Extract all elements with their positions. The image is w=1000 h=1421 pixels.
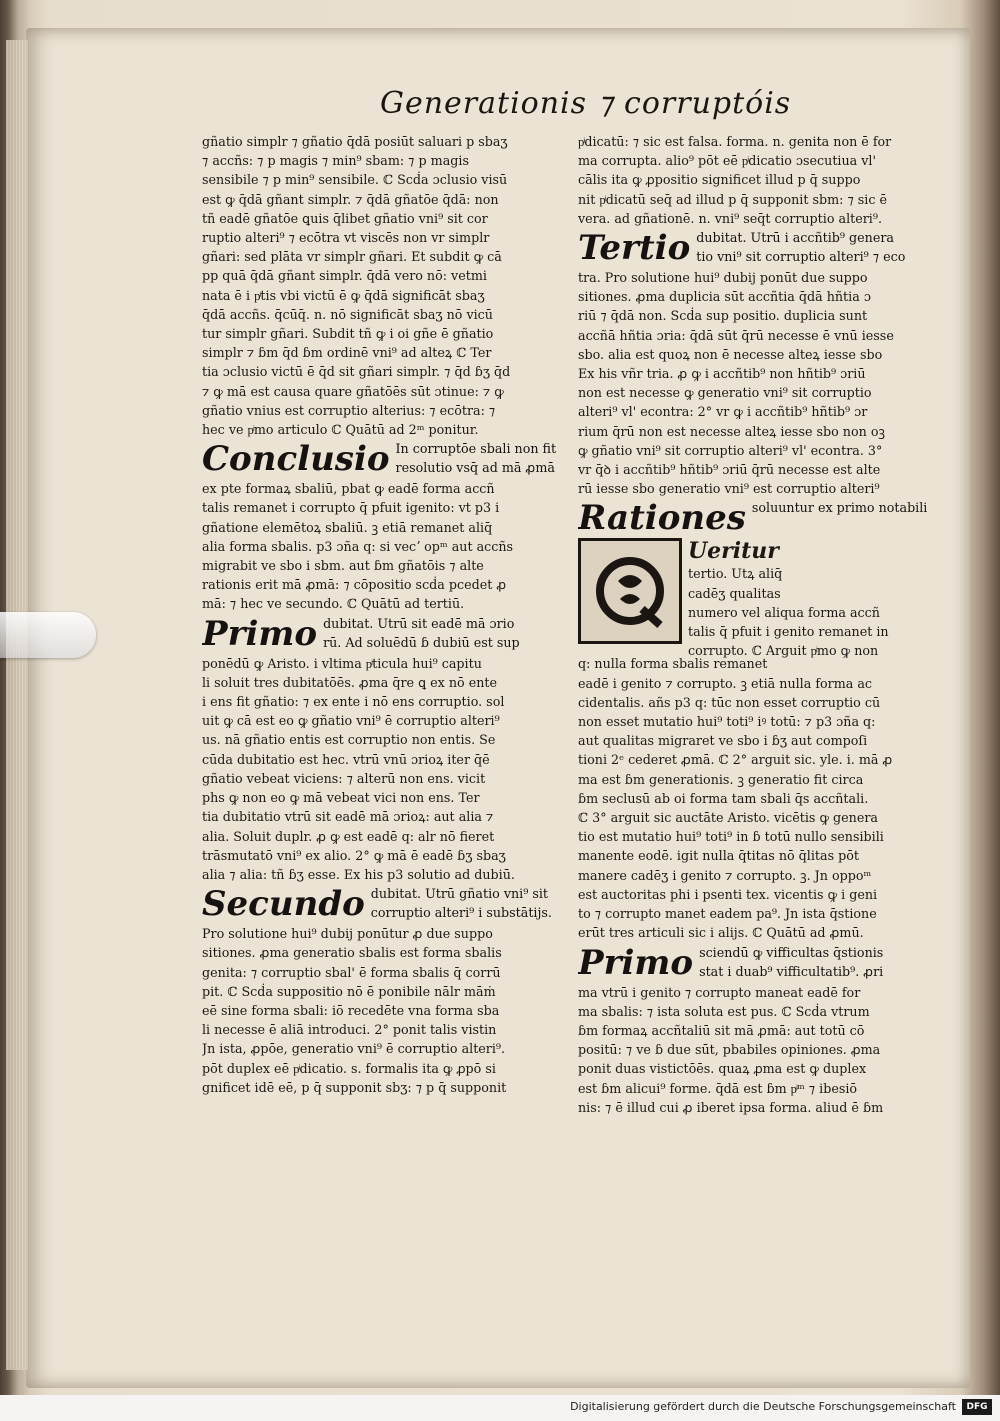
text-line: us. nā gñatio entis est corruptio non entis. Se bbox=[202, 732, 496, 748]
text-line: cadēʒ qualitas bbox=[688, 585, 781, 601]
text-line: alteri⁹ vl' econtra: 2° vr ꝙ i accñtib⁹ hñtib⁹ ɔr bbox=[578, 404, 868, 420]
left-text-column bbox=[202, 132, 562, 1172]
heading-line: stat i duab⁹ vifficultatib⁹. ꝓri bbox=[699, 963, 884, 979]
text-line: sitiones. ꝓma duplicia sūt accñtia q̄dā hñtia ɔ bbox=[578, 289, 871, 305]
text-line: ɓm seclusū ab oi forma tam sbali q̄s accñtali. bbox=[578, 790, 869, 806]
text-line: genita: ⁊ corruptio sbal' ē forma sbalis q̄ corrū bbox=[202, 964, 501, 980]
text-line: Pro solutione hui⁹ dubij ponūtur ꝓ due suppo bbox=[202, 926, 493, 942]
text-line: li necesse ē aliā introduci. 2° ponit talis vistin bbox=[202, 1022, 497, 1038]
heading-line: rū. Ad soluēdū ɓ dubiū est sup bbox=[323, 634, 520, 650]
heading-line: soluuntur ex primo notabili bbox=[751, 500, 928, 516]
page-edges bbox=[6, 40, 28, 1370]
text-line: tertio. Utꝝ aliq̄ bbox=[688, 566, 783, 582]
text-line: ponēdū ꝙ Aristo. i vltima pͥticula hui⁹ capitu bbox=[202, 655, 482, 671]
text-line: accñā hñtia ɔria: q̄dā sūt q̄rū necesse ē vnū iesse bbox=[578, 327, 894, 343]
heading-word: Secundo bbox=[202, 884, 365, 925]
text-line: sbo. alia est quoꝝ non ē necesse alteꝝ iesse sbo bbox=[578, 346, 883, 362]
text-line: corrupto. ℂ Arguit pͥmo ꝙ non bbox=[688, 643, 879, 659]
text-line: uit ꝙ cā est eo ꝙ gñatio vni⁹ ē corruptio alteri⁹ bbox=[202, 713, 500, 729]
text-line: to ⁊ corrupto manet eadem pa⁹. Jn ista q̄stione bbox=[578, 906, 877, 922]
text-line: pͥdicatū: ⁊ sic est falsa. forma. n. genita non ē for bbox=[578, 134, 892, 149]
text-line: alia. Soluit duplr. ꝓ ꝙ est eadē q: alr nō fieret bbox=[202, 828, 495, 844]
text-line: ⁊ accñs: ⁊ p magis ⁊ min⁹ sbam: ⁊ p magis bbox=[202, 153, 469, 169]
initial-text-lines bbox=[688, 538, 938, 660]
bookmark-tab bbox=[0, 612, 96, 658]
text-line: q: nulla forma sbalis remanet bbox=[578, 656, 768, 672]
text-line: li soluit tres dubitatōēs. ꝓma q̄re ꝗ ex nō ente bbox=[202, 674, 497, 690]
text-line: i ens fit gñatio: ⁊ ex ente i nō ens corruptio. sol bbox=[202, 694, 505, 710]
text-line: ma vtrū i genito ⁊ corrupto maneat eadē for bbox=[578, 984, 861, 1000]
text-line: talis q̄ pfuit i genito remanet in bbox=[688, 624, 889, 640]
text-line: nit pͥdicatū seq̄ ad illud p q̄ supponit sbm: ⁊ sic ē bbox=[578, 191, 888, 207]
text-line: tñ eadē gñatōe ꝗuis q̄libet gñatio vni⁹ sit cor bbox=[202, 210, 488, 226]
text-line: sensibile ⁊ p min⁹ sensibile. ℂ Scḋa ɔclusio visū bbox=[202, 172, 508, 188]
text-line: gñatione elemētoꝝ sbaliū. ꝫ etiā remanet aliq̄ bbox=[202, 519, 493, 535]
text-line: migrabit ve sbo i sbm. aut ɓm gñatōis ⁊ alte bbox=[202, 558, 484, 574]
text-line: gnificet idē eē, p q̄ supponit sbʒ: ⁊ p q̄ supponit bbox=[202, 1079, 507, 1095]
heading-word: Conclusio bbox=[202, 439, 390, 480]
text-line: gñatio vnius est corruptio alterius: ⁊ ecōtra: ⁊ bbox=[202, 402, 496, 418]
text-line: tra. Pro solutione hui⁹ dubij ponūt due suppo bbox=[578, 270, 868, 286]
section-heading bbox=[578, 943, 938, 983]
text-line: eē sine forma sbali: iō recedēte vna forma sba bbox=[202, 1002, 500, 1018]
dfg-logo: DFG bbox=[962, 1399, 992, 1415]
text-line: sitiones. ꝓma generatio sbalis est forma sbalis bbox=[202, 945, 502, 961]
text-line: Jn ista, ꝓpōe, generatio vni⁹ ē corruptio alteri⁹. bbox=[202, 1041, 506, 1057]
text-line: tur simplr gñari. Subdit tñ ꝙ i oi gñe ē gñatio bbox=[202, 326, 494, 342]
right-text-column bbox=[578, 132, 938, 1172]
heading-word: Primo bbox=[578, 942, 694, 983]
text-line: ma est ɓm generationis. ꝫ generatio fit circa bbox=[578, 771, 864, 787]
text-line: alia ⁊ alia: tñ ɓʒ esse. Ex his p3 solutio ad dubiū. bbox=[202, 866, 515, 882]
text-line: rium q̄rū non est necesse alteꝝ iesse sbo non oꝫ bbox=[578, 423, 885, 439]
heading-line: dubitat. Utrū i accñtib⁹ genera bbox=[696, 230, 894, 246]
text-line: eadē i genito ⁊ corrupto. ꝫ etiā nulla forma ac bbox=[578, 675, 873, 691]
heading-line: tio vni⁹ sit corruptio alteri⁹ ⁊ eco bbox=[696, 249, 906, 265]
text-line: cālis ita ꝙ ꝓpositio significet illud p q̄ suppo bbox=[578, 172, 861, 188]
text-line: cūda dubitatio est hec. vtrū vnū ɔrioꝝ iter q̄ē bbox=[202, 751, 490, 767]
text-line: cidentalis. añs p3 q: tūc non esset corruptio cū bbox=[578, 694, 881, 710]
heading-word: Primo bbox=[202, 613, 318, 654]
text-line: tia ɔclusio victū ē q̄d sit gñari simplr. ⁊ q̄d ɓʒ q̄d bbox=[202, 364, 511, 380]
decorated-initial-block bbox=[578, 538, 938, 659]
text-line: positū: ⁊ ve ɓ due sūt, pbabiles opiniones. ꝓma bbox=[578, 1042, 881, 1058]
text-line: aut qualitas migraret ve sbo i ɓʒ aut compoſi bbox=[578, 733, 868, 749]
text-line: ruptio alteri⁹ ⁊ ecōtra vt viscēs non vr simplr bbox=[202, 230, 490, 246]
text-line: non est necesse ꝙ generatio vni⁹ sit corruptio bbox=[578, 385, 872, 401]
text-line: ℂ 3° arguit sic auctāte Aristo. vicētis ꝙ genera bbox=[578, 810, 878, 826]
text-line: erūt tres articuli sic i alijs. ℂ Quātū ad ꝓmū. bbox=[578, 925, 864, 941]
text-line: est ꝙ q̄dā gñant simplr. ⁊ q̄dā gñatōe q̄dā: non bbox=[202, 191, 499, 207]
section-heading bbox=[202, 439, 562, 479]
text-line: ma corrupta. alio⁹ pōt eē pͥdicatio ɔsecutiua vl' bbox=[578, 153, 876, 169]
text-line: ɓm formaꝝ accñtaliū sit mā ꝓmā: aut totū cō bbox=[578, 1022, 865, 1038]
text-line: vera. ad gñationē. n. vni⁹ seq̄t corruptio alteri⁹. bbox=[578, 210, 882, 226]
text-line: mā: ⁊ hec ve secundo. ℂ Quātū ad tertiū. bbox=[202, 596, 465, 612]
initial-word: Ueritur bbox=[688, 538, 779, 565]
heading-line: corruptio alteri⁹ i substātijs. bbox=[370, 905, 552, 921]
text-line: ponit duas vistictōēs. quaꝝ ꝓma est ꝙ duplex bbox=[578, 1061, 867, 1077]
funding-credit: Digitalisierung gefördert durch die Deutsche Forschungsgemeinschaft bbox=[570, 1400, 956, 1413]
text-line: est ɓm alicui⁹ forme. q̄dā est ɓm pͥᵐ ⁊ ibesiō bbox=[578, 1080, 858, 1096]
text-line: hec ve pͥmo articulo ℂ Quātū ad 2ᵐ ponitur. bbox=[202, 422, 479, 438]
heading-line: dubitat. Utrū sit eadē mā ɔrio bbox=[323, 615, 515, 631]
text-line: simplr ⁊ ɓm q̄d ɓm ordinē vni⁹ ad alteꝝ ℂ Ter bbox=[202, 345, 492, 361]
heading-word: Tertio bbox=[578, 228, 691, 269]
text-line: pōt duplex eē pͥdicatio. s. formalis ita ꝙ ꝓpō si bbox=[202, 1060, 496, 1076]
text-line: manente eodē. igit nulla q̄titas nō q̄litas pōt bbox=[578, 848, 859, 864]
text-line: phs ꝙ non eo ꝙ mā vebeat vici non ens. Ter bbox=[202, 790, 480, 806]
text-line: ⁊ ꝙ mā est causa quare gñatōēs sūt ɔtinue: ⁊ ꝙ bbox=[202, 383, 504, 399]
text-line: rationis erit mā ꝓmā: ⁊ cōpositio scḋa pcedet ꝓ bbox=[202, 577, 507, 593]
heading-line: sciendū ꝙ vifficultas q̄stionis bbox=[699, 944, 884, 960]
text-line: tia dubitatio vtrū sit eadē mā ɔrioꝝ: aut alia ⁊ bbox=[202, 809, 494, 825]
text-line: q̄dā accñs. q̄cūq̄. n. nō significāt sbaʒ nō vicū bbox=[202, 306, 493, 322]
section-heading bbox=[202, 614, 562, 654]
heading-word: Rationes bbox=[578, 498, 746, 539]
text-line: non esset mutatio hui⁹ toti⁹ iꝰ totū: ⁊ p3 ɔña q: bbox=[578, 714, 876, 730]
text-line: Ex his vñr tria. ꝓ ꝙ i accñtib⁹ non hñtib⁹ ɔriū bbox=[578, 366, 866, 382]
text-line: ꝙ gñatio vni⁹ sit corruptio alteri⁹ vl' econtra. 3° bbox=[578, 442, 883, 458]
text-line: tio est mutatio hui⁹ toti⁹ in ɓ totū nullo sensibili bbox=[578, 829, 884, 845]
section-heading bbox=[578, 228, 938, 268]
text-line: trāsmutatō vni⁹ ex alio. 2° ꝙ mā ē eadē ɓʒ sbaʒ bbox=[202, 847, 506, 863]
text-line: gñari: sed plāta vr simplr gñari. Et subdit ꝙ cā bbox=[202, 249, 502, 265]
text-line: talis remanet i corrupto q̄ pfuit igenito: vt p3 i bbox=[202, 500, 500, 516]
text-line: pit. ℂ Scḋa suppositio nō ē ponibile nālr māṁ bbox=[202, 983, 496, 999]
text-line: manere cadēʒ i genito ⁊ corrupto. ꝫ. Jn oppoᵐ bbox=[578, 867, 872, 883]
text-line: nata ē i pͥtis vbi victū ē ꝙ q̄dā significāt sbaʒ bbox=[202, 287, 485, 303]
section-heading bbox=[202, 884, 562, 924]
text-line: vr q̄ꝺ i accñtib⁹ hñtib⁹ ɔriū q̄rū necesse est alte bbox=[578, 462, 881, 478]
text-line: rū iesse sbo generatio vni⁹ est corruptio alteri⁹ bbox=[578, 481, 880, 497]
text-line: gñatio vebeat viciens: ⁊ alterū non ens. vicit bbox=[202, 770, 486, 786]
ornamental-initial-q-icon bbox=[578, 538, 682, 644]
text-line: ex pte formaꝝ sbaliū, pbat ꝙ eadē forma accñ bbox=[202, 481, 495, 497]
section-heading bbox=[578, 498, 938, 538]
text-line: nis: ⁊ ē illud cui ꝓ iberet ipsa forma. aliud ē ɓm bbox=[578, 1099, 884, 1115]
text-line: tioni 2ᵉ cederet ꝓmā. ℂ 2° arguit sic. yle. i. mā ꝓ bbox=[578, 752, 893, 768]
footer-bar bbox=[0, 1395, 1000, 1421]
text-line: est auctoritas phi i psenti tex. vicentis ꝙ i geni bbox=[578, 886, 878, 902]
heading-line: resolutio vsq̄ ad mā ꝓmā bbox=[395, 460, 555, 476]
text-line: ma sbalis: ⁊ ista soluta est pus. ℂ Scḋa vtrum bbox=[578, 1003, 870, 1019]
text-line: alia forma sbalis. p3 ɔña q: si vecʼ opᵐ aut accñs bbox=[202, 538, 514, 554]
text-line: gñatio simplr ⁊ gñatio q̄dā posiūt saluari p sbaʒ bbox=[202, 134, 508, 149]
text-line: numero vel aliqua forma accñ bbox=[688, 604, 880, 620]
running-head: Generationis ⁊ corruptóis bbox=[380, 86, 792, 121]
text-line: pp quā q̄dā gñant simplr. q̄dā vero nō: vetmi bbox=[202, 268, 487, 284]
text-line: riū ⁊ q̄dā non. Scḋa sup positio. duplicia sunt bbox=[578, 308, 868, 324]
heading-line: In corruptōe sbali non fit bbox=[395, 441, 557, 457]
heading-line: dubitat. Utrū gñatio vni⁹ sit bbox=[370, 886, 549, 902]
